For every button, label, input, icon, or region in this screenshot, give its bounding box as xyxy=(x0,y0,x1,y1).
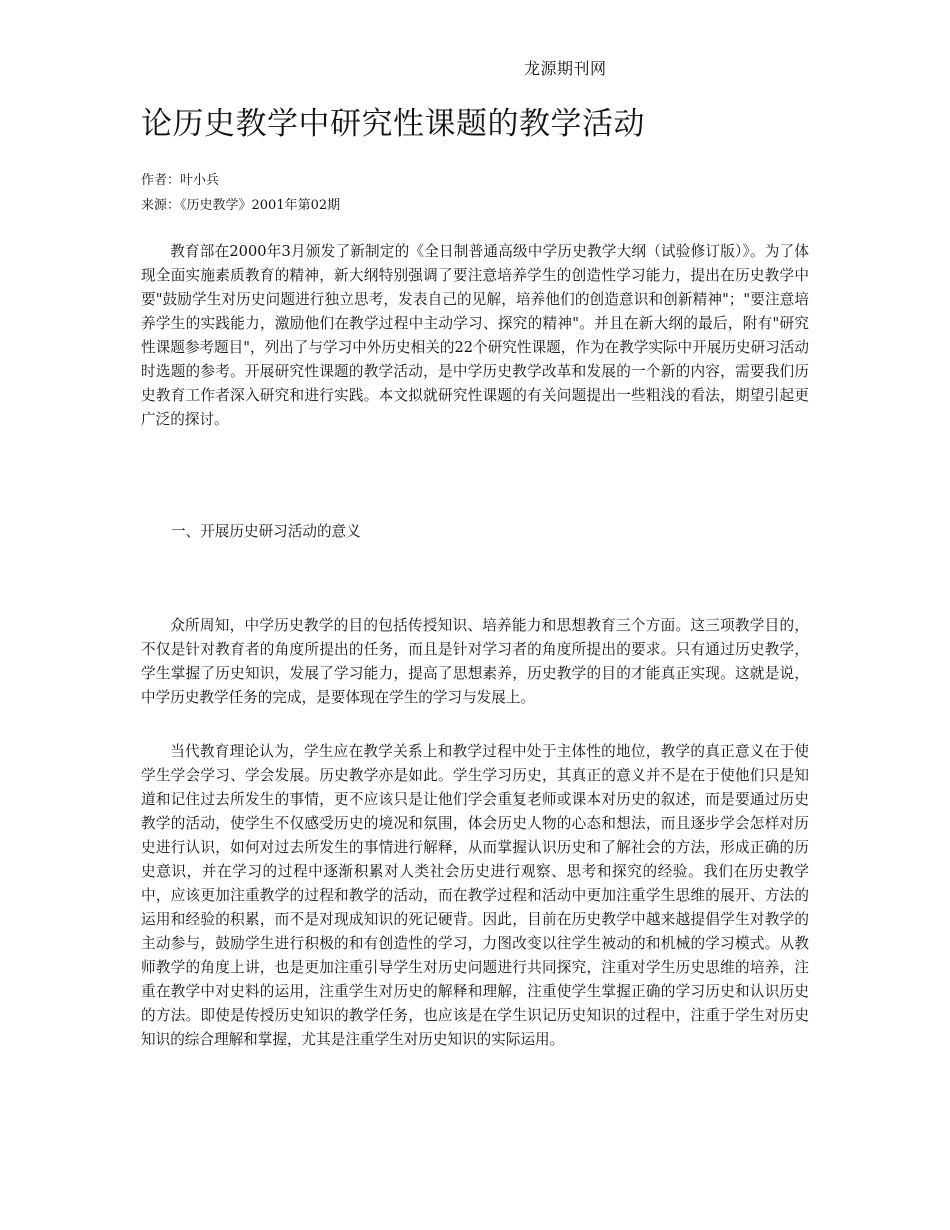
site-name: 龙源期刊网 xyxy=(524,59,607,78)
paragraph-body-1: 众所周知，中学历史教学的目的包括传授知识、培养能力和思想教育三个方面。这三项教学目的，不仅是针对教育者的角度所提出的任务，而且是针对学习者的角度所提出的要求。只有通过历史教学，学生掌握了历史知识，发展了学习能力，提高了思想素养，历史教学的目的才能真正实现。这就是说，中学历史教学任务的完成，是要体现在学生的学习与发展上。 xyxy=(141,617,809,706)
article-title: 论历史教学中研究性课题的教学活动 xyxy=(141,106,645,142)
section-heading: 一、开展历史研习活动的意义 xyxy=(171,523,361,540)
article-source: 来源：《历史教学》2001年第02期 xyxy=(141,198,341,213)
paragraph-intro: 教育部在2000年3月颁发了新制定的《全日制普通高级中学历史教学大纲（试验修订版）》。为了体现全面实施素质教育的精神，新大纲特别强调了要注意培养学生的创造性学习能力，提出在历史教学中要"鼓励学生对历史问题进行独立思考，发表自己的见解，培养他们的创造意识和创新精神"；"要注意培养学生的实践能力，激励他们在教学过程中主动学习、探究的精神"。并且在新大纲的最后，附有"研究性课题参考题目"，列出了与学习中外历史相关的22个研究性课题，作为在教学实际中开展历史研习活动时选题的参考。开展研究性课题的教学活动，是中学历史教学改革和发展的一个新的内容，需要我们历史教育工作者深入研究和进行实践。本文拟就研究性课题的有关问题提出一些粗浅的看法，期望引起更广泛的探讨。 xyxy=(141,243,809,428)
article-author: 作者：叶小兵 xyxy=(141,173,220,188)
paragraph-body-2: 当代教育理论认为，学生应在教学关系上和教学过程中处于主体性的地位，教学的真正意义在于使学生学会学习、学会发展。历史教学亦是如此。学生学习历史，其真正的意义并不是在于使他们只是知道和记住过去所发生的事情，更不应该只是让他们学会重复老师或课本对历史的叙述，而是要通过历史教学的活动，使学生不仅感受历史的境况和氛围，体会历史人物的心态和想法，而且逐步学会怎样对历史进行认识，如何对过去所发生的事情进行解释，从而掌握认识历史和了解社会的方法，形成正确的历史意识，并在学习的过程中逐渐积累对人类社会历史进行观察、思考和探究的经验。我们在历史教学中，应该更加注重教学的过程和教学的活动，而在教学过程和活动中更加注重学生思维的展开、方法的运用和经验的积累，而不是对现成知识的死记硬背。因此，目前在历史教学中越来越提倡学生对教学的主动参与，鼓励学生进行积极的和有创造性的学习，力图改变以往学生被动的和机械的学习模式。从教师教学的角度上讲，也是更加注重引导学生对历史问题进行共同探究，注重对学生历史思维的培养，注重在教学中对史料的运用，注重学生对历史的解释和理解，注重使学生掌握正确的学习历史和认识历史的方法。即使是传授历史知识的教学任务，也应该是在学生识记历史知识的过程中，注重于学生对历史知识的综合理解和掌握，尤其是注重学生对历史知识的实际运用。 xyxy=(141,743,809,1048)
